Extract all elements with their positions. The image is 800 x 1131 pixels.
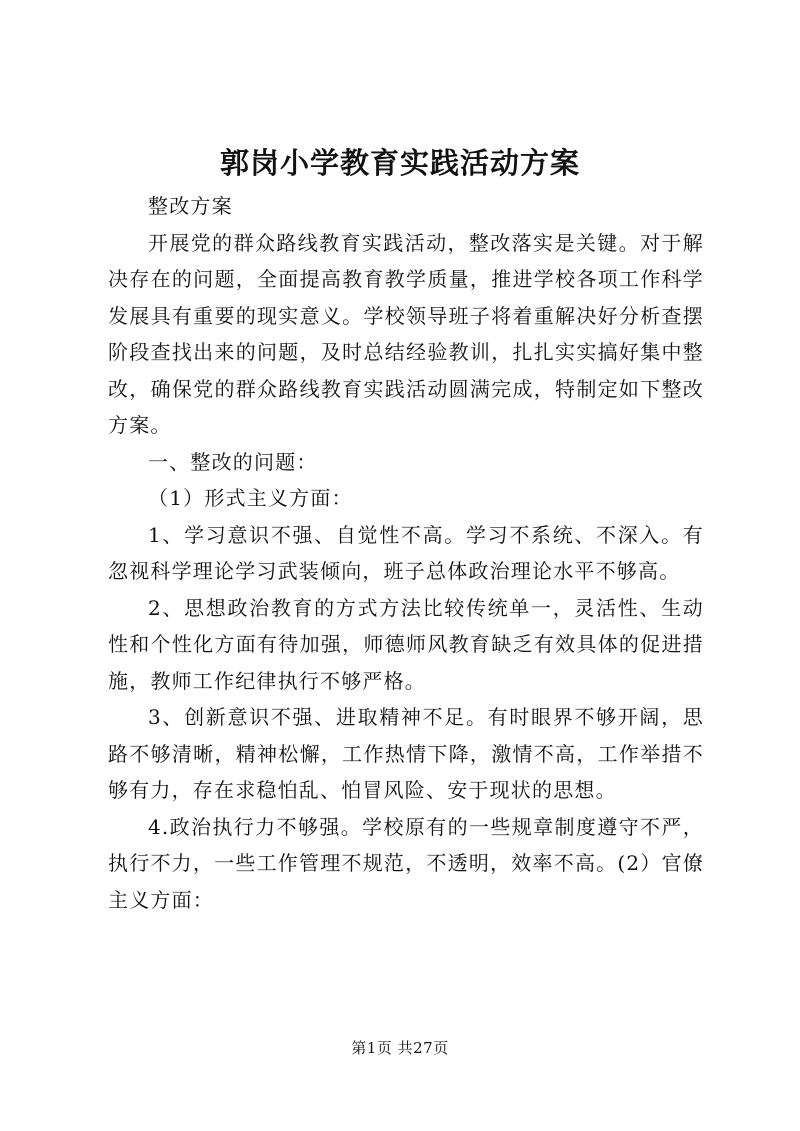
paragraph-item-2: 2、思想政治教育的方式方法比较传统单一，灵活性、生动性和个性化方面有待加强，师德师风教育缺乏有效具体的促进措施，教师工作纪律执行不够严格。 bbox=[108, 595, 704, 693]
paragraph-subsection-heading: （1）形式主义方面： bbox=[148, 486, 353, 510]
document-body bbox=[108, 188, 704, 918]
paragraph-item-4: 4.政治执行力不够强。学校原有的一些规章制度遵守不严，执行不力，一些工作管理不规范，不透明，效率不高。(2）官僚主义方面： bbox=[108, 814, 704, 912]
paragraph-section-heading: 一、整改的问题： bbox=[148, 449, 318, 474]
paragraph-item-3: 3、创新意识不强、进取精神不足。有时眼界不够开阔，思路不够清晰，精神松懈，工作热情下降，激情不高，工作举措不够有力，存在求稳怕乱、怕冒风险、安于现状的思想。 bbox=[108, 705, 704, 802]
document-title: 郭岗小学教育实践活动方案 bbox=[219, 146, 580, 180]
paragraph-item-1: 1、学习意识不强、自觉性不高。学习不系统、不深入。有忽视科学理论学习武装倾向，班子总体政治理论水平不够高。 bbox=[108, 522, 704, 583]
paragraph-intro: 开展党的群众路线教育实践活动，整改落实是关键。对于解决存在的问题，全面提高教育教学质量，推进学校各项工作科学发展具有重要的现实意义。学校领导班子将着重解决好分析查摆阶段查找出来的问题，及时总结经验教训，扎扎实实搞好集中整改，确保党的群众路线教育实践活动圆满完成，特制定如下整改方案。 bbox=[108, 230, 704, 437]
page-number-footer: 第1页 共27页 bbox=[351, 1039, 449, 1057]
paragraph-subtitle: 整改方案 bbox=[148, 194, 233, 218]
